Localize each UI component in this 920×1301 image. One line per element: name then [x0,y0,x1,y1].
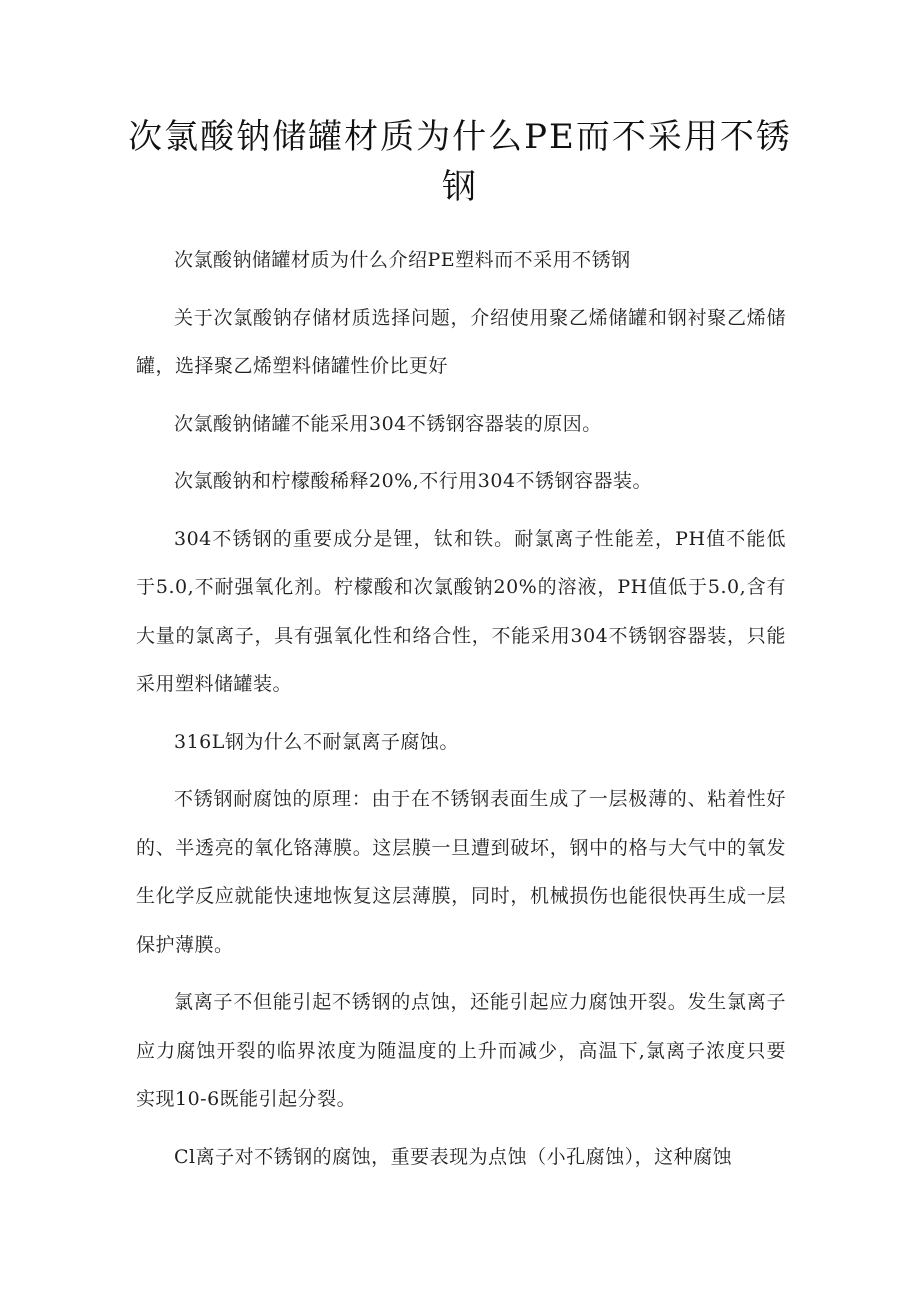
document-title: 次氯酸钠储罐材质为什么PE而不采用不锈钢 [128,117,792,207]
paragraph: 关于次氯酸钠存储材质选择问题，介绍使用聚乙烯储罐和钢衬聚乙烯储罐，选择聚乙烯塑料储罐性价比更好 [136,306,786,377]
paragraph: 不锈钢耐腐蚀的原理：由于在不锈钢表面生成了一层极薄的、粘着性好的、半透亮的氧化铬薄膜。这层膜一旦遭到破坏，钢中的格与大气中的氧发生化学反应就能快速地恢复这层薄膜，同时，机械损伤也能很快再生成一层保护薄膜。 [136,788,786,956]
paragraph: 次氯酸钠和柠檬酸稀释20%,不行用304不锈钢容器装。 [174,470,653,492]
paragraph: 316L钢为什么不耐氯离子腐蚀。 [174,730,459,753]
paragraph: 氯离子不但能引起不锈钢的点蚀，还能引起应力腐蚀开裂。发生氯离子应力腐蚀开裂的临界浓度为随温度的上升而减少，高温下,氯离子浓度只要实现10-6既能引起分裂。 [136,991,786,1110]
paragraph: Cl离子对不锈钢的腐蚀，重要表现为点蚀（小孔腐蚀），这种腐蚀 [174,1145,733,1168]
paragraph: 次氯酸钠储罐不能采用304不锈钢容器装的原因。 [174,412,602,435]
document-body [136,236,786,1181]
paragraph: 304不锈钢的重要成分是锂，钛和铁。耐氯离子性能差，PH值不能低于5.0,不耐强氧化剂。柠檬酸和次氯酸钠20%的溶液，PH值低于5.0,含有大量的氯离子，具有强氧化性和络合性，不能采用304不锈钢容器装，只能采用塑料储罐装。 [136,527,786,695]
paragraph: 次氯酸钠储罐材质为什么介绍PE塑料而不采用不锈钢 [174,249,631,271]
